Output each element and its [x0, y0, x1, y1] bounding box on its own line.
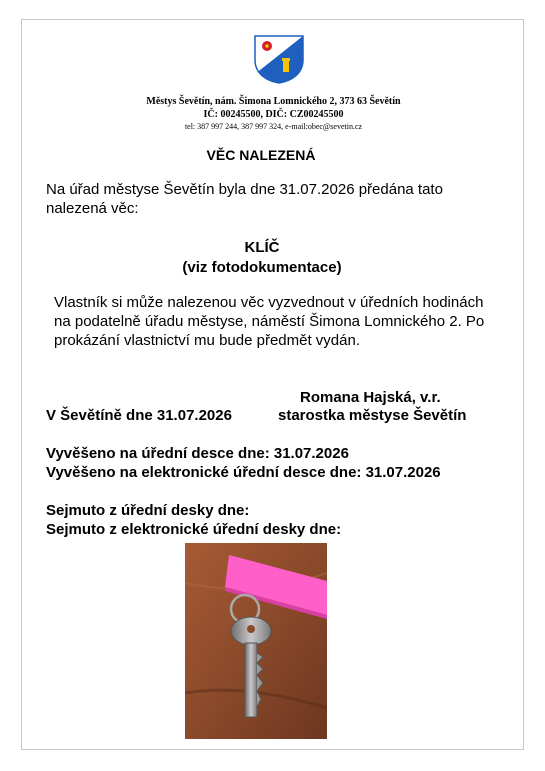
found-item-name: KLÍČ: [244, 239, 280, 256]
municipality-address: Městys Ševětín, nám. Šimona Lomnického 2, 373 63 Ševětín: [146, 96, 401, 107]
signatory-name: Romana Hajská, v.r.: [300, 389, 441, 406]
posted-board-date: Vyvěšeno na úřední desce dne: 31.07.2026: [46, 445, 349, 462]
pickup-instructions: Vlastník si může nalezenou věc vyzvednout v úředních hodinách na podatelně úřadu městyse, náměstí Šimona Lomnického 2. Po prokázání vlastnictví mu bude předmět vydán.: [54, 294, 485, 349]
posted-eboard-date: Vyvěšeno na elektronické úřední desce dne: 31.07.2026: [46, 464, 441, 481]
municipality-contacts: tel: 387 997 244, 387 997 324, e-mail:obec@sevetin.cz: [184, 122, 363, 131]
found-item: [22, 238, 502, 278]
document-title: VĚC NALEZENÁ: [206, 147, 316, 163]
document-page: [21, 19, 524, 750]
municipal-coat-of-arms-icon: [253, 34, 305, 84]
municipality-ids: IČ: 00245500, DIČ: CZ00245500: [203, 109, 344, 120]
removed-eboard-date: Sejmuto z elektronické úřední desky dne:: [46, 521, 342, 538]
intro-text: Na úřad městyse Ševětín byla dne 31.07.2026 předána tato nalezená věc:: [46, 181, 443, 217]
found-item-note: (viz fotodokumentace): [182, 259, 342, 276]
removed-board-date: Sejmuto z úřední desky dne:: [46, 502, 250, 519]
place-and-date: V Ševětíně dne 31.07.2026: [46, 407, 232, 424]
found-key-photo: [185, 543, 327, 739]
signatory-role: starostka městyse Ševětín: [278, 407, 467, 424]
